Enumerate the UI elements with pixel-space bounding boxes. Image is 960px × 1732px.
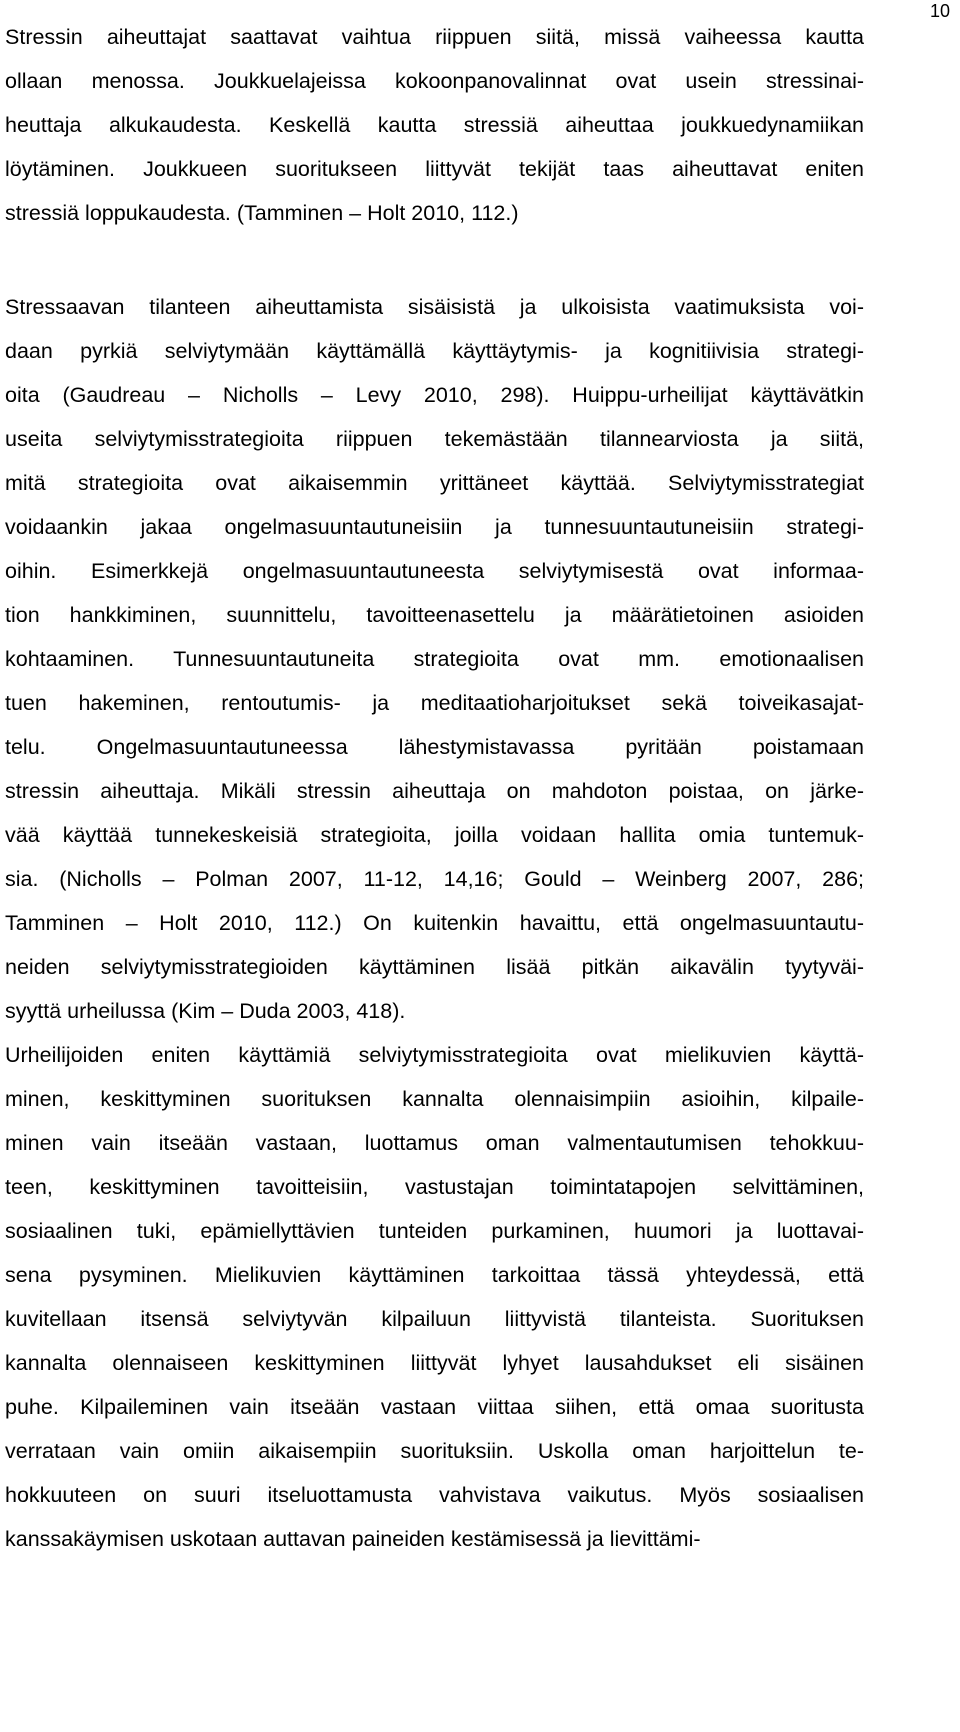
text-line: useita selviytymisstrategioita riippuen tekemästään tilannearviosta ja siitä, [5,427,864,451]
text-line: minen, keskittyminen suorituksen kannalta olennaisimpiin asioihin, kilpaile- [5,1087,864,1111]
text-line: kohtaaminen. Tunnesuuntautuneita strategioita ovat mm. emotionaalisen [5,647,864,671]
text-line: kanssakäymisen uskotaan auttavan paineiden kestämisessä ja lievittämi- [5,1527,701,1551]
text-line: hokkuuteen on suuri itseluottamusta vahvistava vaikutus. Myös sosiaalisen [5,1483,864,1507]
page-number: 10 [929,1,950,21]
text-line: heuttaja alkukaudesta. Keskellä kautta stressiä aiheuttaa joukkuedynamiikan [5,113,864,137]
text-line: sia. (Nicholls – Polman 2007, 11-12, 14,16; Gould – Weinberg 2007, 286; [5,867,864,891]
text-line: minen vain itseään vastaan, luottamus oman valmentautumisen tehokkuu- [5,1131,864,1155]
text-line: teen, keskittyminen tavoitteisiin, vastustajan toimintatapojen selvittäminen, [5,1175,864,1199]
text-line: ollaan menossa. Joukkuelajeissa kokoonpanovalinnat ovat usein stressinai- [5,69,864,93]
text-line: neiden selviytymisstrategioiden käyttäminen lisää pitkän aikavälin tyytyväi- [5,955,864,979]
text-line: voidaankin jakaa ongelmasuuntautuneisiin ja tunnesuuntautuneisiin strategi- [5,515,864,539]
text-line: telu. Ongelmasuuntautuneessa lähestymistavassa pyritään poistamaan [5,735,864,759]
text-line: verrataan vain omiin aikaisempiin suorituksiin. Uskolla oman harjoittelun te- [5,1439,864,1463]
text-line: Urheilijoiden eniten käyttämiä selviytymisstrategioita ovat mielikuvien käyttä- [5,1043,864,1067]
text-line: vää käyttää tunnekeskeisiä strategioita, joilla voidaan hallita omia tuntemuk- [5,823,864,847]
text-line: löytäminen. Joukkueen suoritukseen liittyvät tekijät taas aiheuttavat eniten [5,157,864,181]
text-line: tuen hakeminen, rentoutumis- ja meditaatioharjoitukset sekä toiveikasajat- [5,691,864,715]
text-line: Stressin aiheuttajat saattavat vaihtua riippuen siitä, missä vaiheessa kautta [5,25,864,49]
text-line: syyttä urheilussa (Kim – Duda 2003, 418). [5,999,406,1023]
text-line: Tamminen – Holt 2010, 112.) On kuitenkin havaittu, että ongelmasuuntautu- [5,911,864,935]
text-line: mitä strategioita ovat aikaisemmin yrittäneet käyttää. Selviytymisstrategiat [5,471,864,495]
text-line: puhe. Kilpaileminen vain itseään vastaan viittaa siihen, että omaa suoritusta [5,1395,864,1419]
text-line: stressin aiheuttaja. Mikäli stressin aiheuttaja on mahdoton poistaa, on järke- [5,779,864,803]
text-line: kannalta olennaiseen keskittyminen liittyvät lyhyet lausahdukset eli sisäinen [5,1351,864,1375]
text-line: oihin. Esimerkkejä ongelmasuuntautuneesta selviytymisestä ovat informaa- [5,559,864,583]
text-line: Stressaavan tilanteen aiheuttamista sisäisistä ja ulkoisista vaatimuksista voi- [5,295,864,319]
text-line: stressiä loppukaudesta. (Tamminen – Holt 2010, 112.) [5,201,519,225]
text-line: sena pysyminen. Mielikuvien käyttäminen tarkoittaa tässä yhteydessä, että [5,1263,864,1287]
text-line: daan pyrkiä selviytymään käyttämällä käyttäytymis- ja kognitiivisia strategi- [5,339,864,363]
text-line: tion hankkiminen, suunnittelu, tavoitteenasettelu ja määrätietoinen asioiden [5,603,864,627]
text-line: oita (Gaudreau – Nicholls – Levy 2010, 298). Huippu-urheilijat käyttävätkin [5,383,864,407]
text-line: sosiaalinen tuki, epämiellyttävien tunteiden purkaminen, huumori ja luottavai- [5,1219,864,1243]
text-line: kuvitellaan itsensä selviytyvän kilpailuun liittyvistä tilanteista. Suorituksen [5,1307,864,1331]
